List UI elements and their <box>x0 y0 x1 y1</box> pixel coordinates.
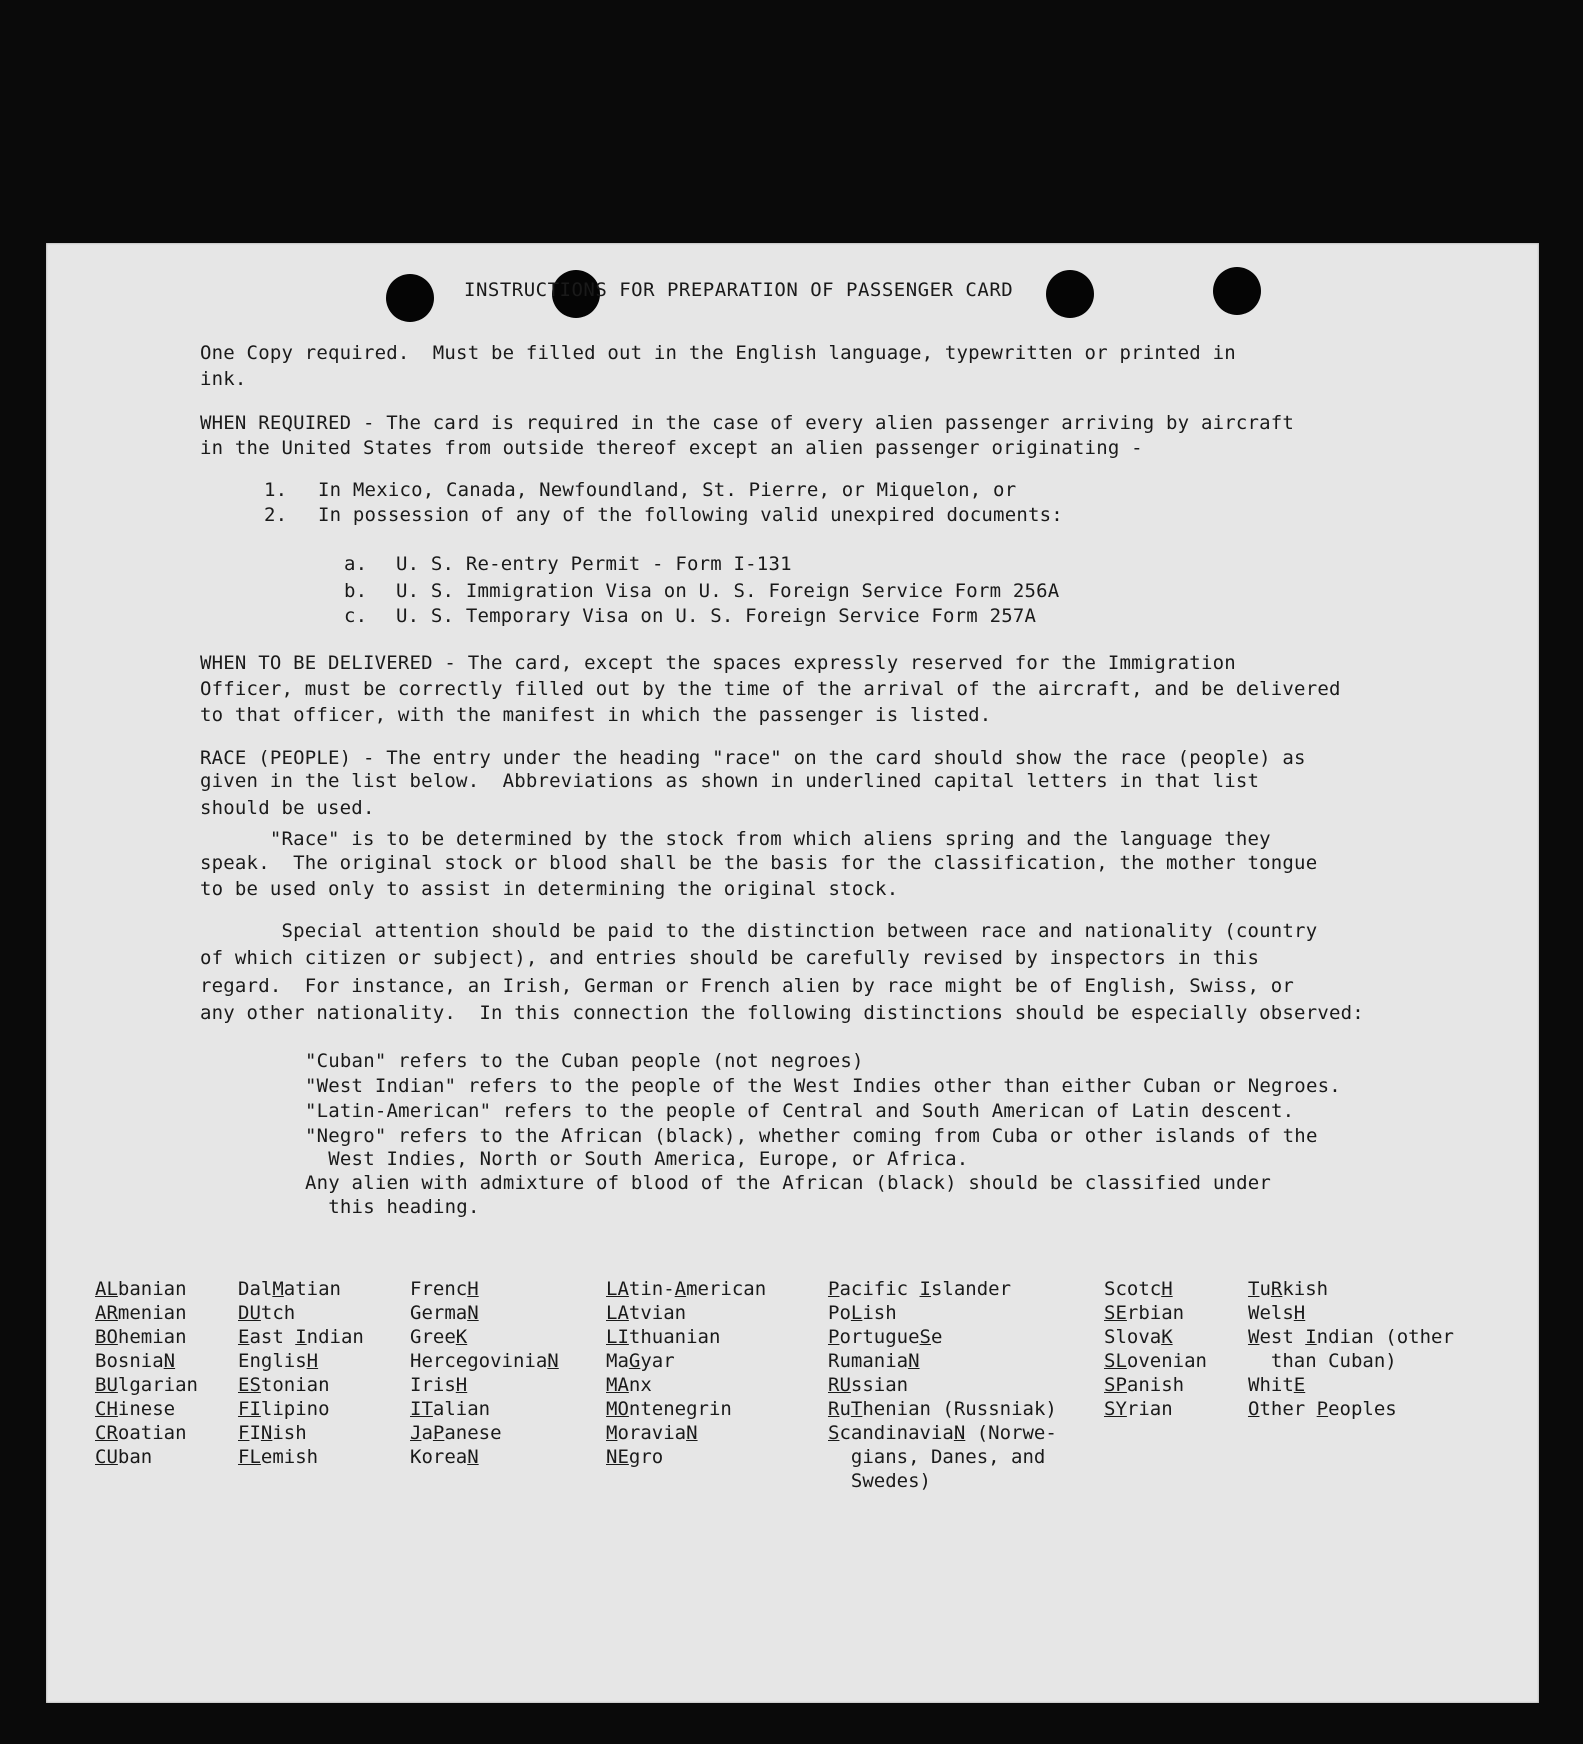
race-entry <box>95 1421 198 1445</box>
race-definition-line: to be used only to assist in determining the original stock. <box>200 878 899 900</box>
abbreviation-letters: S <box>828 1422 840 1444</box>
abbreviation-letters: LA <box>606 1302 629 1324</box>
intro-line: One Copy required. Must be filled out in the English language, typewritten or printed in <box>200 342 1236 364</box>
race-name-text: merican <box>686 1278 767 1300</box>
race-list-column-7 <box>1248 1277 1454 1421</box>
race-name-text: e <box>930 1326 943 1348</box>
race-name-text: candinavia <box>839 1422 954 1444</box>
race-name-text: Englis <box>238 1350 307 1372</box>
race-name-text: atian <box>283 1278 341 1300</box>
abbreviation-letters: FI <box>238 1398 261 1420</box>
distinction-line: "Cuban" refers to the Cuban people (not negroes) <box>305 1050 864 1072</box>
abbreviation-letters: CH <box>95 1398 118 1420</box>
race-entry <box>95 1277 198 1301</box>
race-entry <box>828 1421 1057 1445</box>
abbreviation-letters: CU <box>95 1446 118 1468</box>
abbreviation-letters: I <box>295 1326 307 1348</box>
race-entry <box>828 1325 1057 1349</box>
abbreviation-letters: SL <box>1104 1350 1127 1372</box>
race-name-text: anese <box>444 1422 502 1444</box>
abbreviation-letters: LI <box>606 1326 629 1348</box>
abbreviation-letters: N <box>953 1422 966 1444</box>
race-line: RACE (PEOPLE) - The entry under the heading "race" on the card should show the race (people) as <box>200 747 1306 769</box>
race-entry <box>410 1277 559 1301</box>
race-name-text: lgarian <box>117 1374 198 1396</box>
race-name-text: est <box>1259 1326 1306 1348</box>
race-entry <box>828 1277 1057 1301</box>
race-name-text: ish <box>272 1422 307 1444</box>
race-name-text: u <box>839 1398 851 1420</box>
race-entry <box>238 1277 364 1301</box>
race-entry <box>410 1349 559 1373</box>
race-entry <box>95 1301 198 1325</box>
race-entry <box>410 1301 559 1325</box>
race-name-text: banian <box>117 1278 187 1300</box>
page-title: INSTRUCTIONS FOR PREPARATION OF PASSENGER CARD <box>464 279 1014 301</box>
race-name-text: Swedes) <box>828 1470 931 1492</box>
intro-line: ink. <box>200 368 247 390</box>
race-entry <box>410 1445 559 1469</box>
race-name-text: hemian <box>117 1326 187 1348</box>
race-name-text: acific <box>839 1278 920 1300</box>
race-entry <box>238 1445 364 1469</box>
race-list-column-3 <box>410 1277 559 1469</box>
race-entry <box>238 1397 364 1421</box>
race-name-text: henian (Russniak) <box>862 1398 1057 1420</box>
abbreviation-letters: BO <box>95 1326 118 1348</box>
abbreviation-letters: AL <box>95 1278 118 1300</box>
abbreviation-letters: N <box>163 1350 176 1372</box>
race-name-text: thuanian <box>628 1326 721 1348</box>
special-attention-line: of which citizen or subject), and entries should be carefully revised by inspectors in this <box>200 947 1260 969</box>
abbreviation-letters: H <box>467 1278 479 1300</box>
race-name-text: lipino <box>260 1398 330 1420</box>
race-entry <box>95 1397 198 1421</box>
abbreviation-letters: O <box>1248 1398 1260 1420</box>
when-delivered-line: to that officer, with the manifest in which the passenger is listed. <box>200 704 992 726</box>
abbreviation-letters: E <box>1293 1374 1306 1396</box>
race-name-text: emish <box>260 1446 319 1468</box>
race-name-text: tin- <box>628 1278 675 1300</box>
race-name-text: ortugue <box>839 1326 920 1348</box>
abbreviation-letters: I <box>1305 1326 1317 1348</box>
abbreviation-letters: H <box>306 1350 319 1372</box>
race-entry <box>95 1373 198 1397</box>
exception-number: 2. <box>264 504 288 526</box>
race-name-text: Ma <box>606 1350 629 1372</box>
document-letter: b. <box>344 580 368 602</box>
abbreviation-letters: P <box>828 1278 840 1300</box>
race-name-text: Scotc <box>1104 1278 1162 1300</box>
race-name-text: ntenegrin <box>628 1398 732 1420</box>
race-entry <box>95 1349 198 1373</box>
race-entry <box>238 1301 364 1325</box>
race-list-column-6 <box>1104 1277 1207 1421</box>
race-entry <box>1248 1349 1454 1373</box>
abbreviation-letters: H <box>1161 1278 1173 1300</box>
race-entry <box>410 1325 559 1349</box>
race-name-text: ban <box>117 1446 153 1468</box>
abbreviation-letters: LA <box>606 1278 629 1300</box>
abbreviation-letters: MA <box>606 1374 629 1396</box>
race-definition-line: speak. The original stock or blood shall be the basis for the classification, the mother tongue <box>200 852 1318 874</box>
race-name-text: Slova <box>1104 1326 1162 1348</box>
race-entry <box>606 1397 766 1421</box>
race-entry <box>410 1397 559 1421</box>
race-name-text: slander <box>930 1278 1012 1300</box>
race-entry <box>828 1349 1057 1373</box>
abbreviation-letters: IT <box>410 1398 433 1420</box>
race-entry <box>828 1445 1057 1469</box>
race-entry <box>238 1349 364 1373</box>
exception-number: 1. <box>264 479 288 501</box>
race-entry <box>1248 1325 1454 1349</box>
abbreviation-letters: M <box>272 1278 284 1300</box>
race-entry <box>95 1445 198 1469</box>
race-entry <box>1104 1325 1207 1349</box>
abbreviation-letters: SE <box>1104 1302 1127 1324</box>
race-entry <box>606 1349 766 1373</box>
race-entry <box>1104 1301 1207 1325</box>
race-name-text: ther <box>1259 1398 1317 1420</box>
abbreviation-letters: RU <box>828 1374 851 1396</box>
race-entry <box>410 1421 559 1445</box>
race-name-text: ish <box>862 1302 897 1324</box>
race-entry <box>95 1325 198 1349</box>
document-text: U. S. Temporary Visa on U. S. Foreign Service Form 257A <box>396 605 1037 627</box>
race-name-text: ast <box>249 1326 296 1348</box>
abbreviation-letters: N <box>686 1422 698 1444</box>
abbreviation-letters: I <box>919 1278 931 1300</box>
race-name-text: gians, Danes, and <box>828 1446 1046 1468</box>
distinction-line: "West Indian" refers to the people of the West Indies other than either Cuban or Negroes. <box>305 1075 1341 1097</box>
abbreviation-letters: AR <box>95 1302 118 1324</box>
race-entry <box>828 1301 1057 1325</box>
race-name-text: Frenc <box>410 1278 468 1300</box>
abbreviation-letters: H <box>1293 1302 1306 1324</box>
race-entry <box>606 1277 766 1301</box>
special-attention-line: regard. For instance, an Irish, German or French alien by race might be of English, Swiss, or <box>200 975 1295 997</box>
race-name-text: oravia <box>617 1422 687 1444</box>
race-list-column-1 <box>95 1277 198 1469</box>
document-text: U. S. Re-entry Permit - Form I-131 <box>396 553 792 575</box>
exception-text: In possession of any of the following valid unexpired documents: <box>318 504 1063 526</box>
race-name-text: nx <box>628 1374 652 1396</box>
race-name-text: (Norwe- <box>965 1422 1057 1444</box>
race-name-text: Po <box>828 1302 851 1324</box>
abbreviation-letters: L <box>850 1302 863 1324</box>
abbreviation-letters: CR <box>95 1422 118 1444</box>
race-name-text: Whit <box>1248 1374 1294 1396</box>
race-entry <box>410 1373 559 1397</box>
race-name-text: Dal <box>238 1278 273 1300</box>
race-name-text: Gree <box>410 1326 456 1348</box>
abbreviation-letters: ES <box>238 1374 261 1396</box>
race-name-text: menian <box>117 1302 187 1324</box>
abbreviation-letters: N <box>260 1422 273 1444</box>
race-line: should be used. <box>200 797 375 819</box>
race-name-text: u <box>1259 1278 1271 1300</box>
race-entry <box>1248 1277 1454 1301</box>
when-required-line: in the United States from outside thereof except an alien passenger originating - <box>200 437 1143 459</box>
race-list-column-2 <box>238 1277 364 1469</box>
when-delivered-line: Officer, must be correctly filled out by the time of the arrival of the aircraft, and be delivered <box>200 678 1341 700</box>
race-entry <box>606 1373 766 1397</box>
abbreviation-letters: NE <box>606 1446 629 1468</box>
when-required-line: WHEN REQUIRED - The card is required in the case of every alien passenger arriving by aircraft <box>200 412 1295 434</box>
race-name-text: Hercegovinia <box>410 1350 548 1372</box>
race-name-text: Iris <box>410 1374 456 1396</box>
document-sheet <box>46 243 1539 1703</box>
race-entry <box>238 1373 364 1397</box>
race-name-text: oatian <box>117 1422 187 1444</box>
abbreviation-letters: SP <box>1104 1374 1127 1396</box>
race-name-text: tonian <box>260 1374 330 1396</box>
race-name-text: ndian (other <box>1316 1326 1454 1348</box>
race-name-text: Wels <box>1248 1302 1294 1324</box>
race-entry <box>606 1325 766 1349</box>
race-name-text: kish <box>1282 1278 1329 1300</box>
punch-hole-center-right <box>1046 270 1094 318</box>
race-name-text: ndian <box>306 1326 364 1348</box>
race-name-text: ovenian <box>1126 1350 1207 1372</box>
race-entry <box>828 1373 1057 1397</box>
distinction-line: Any alien with admixture of blood of the African (black) should be classified under <box>305 1172 1272 1194</box>
race-entry <box>1248 1373 1454 1397</box>
abbreviation-letters: J <box>410 1422 422 1444</box>
race-entry <box>1248 1397 1454 1421</box>
race-name-text: yar <box>640 1350 675 1372</box>
race-name-text: Germa <box>410 1302 468 1324</box>
race-name-text: anish <box>1126 1374 1185 1396</box>
when-delivered-line: WHEN TO BE DELIVERED - The card, except the spaces expressly reserved for the Immigration <box>200 652 1236 674</box>
punch-hole-right <box>1213 267 1261 315</box>
document-text: U. S. Immigration Visa on U. S. Foreign Service Form 256A <box>396 580 1060 602</box>
special-attention-line: any other nationality. In this connection the following distinctions should be especially observed: <box>200 1002 1364 1024</box>
abbreviation-letters: SY <box>1104 1398 1127 1420</box>
abbreviation-letters: FL <box>238 1446 261 1468</box>
abbreviation-letters: A <box>674 1278 687 1300</box>
race-name-text: eoples <box>1328 1398 1397 1420</box>
race-entry <box>238 1325 364 1349</box>
document-letter: c. <box>344 605 368 627</box>
distinction-line: "Latin-American" refers to the people of Central and South American of Latin descent. <box>305 1100 1295 1122</box>
abbreviation-letters: E <box>238 1326 250 1348</box>
abbreviation-letters: P <box>1316 1398 1329 1420</box>
race-name-text: a <box>421 1422 433 1444</box>
race-entry <box>606 1421 766 1445</box>
document-letter: a. <box>344 553 368 575</box>
race-name-text: than Cuban) <box>1248 1350 1397 1372</box>
abbreviation-letters: P <box>432 1422 445 1444</box>
race-name-text: Korea <box>410 1446 468 1468</box>
race-name-text: gro <box>628 1446 664 1468</box>
race-name-text: ssian <box>850 1374 909 1396</box>
abbreviation-letters: N <box>467 1302 479 1324</box>
punch-hole-left <box>386 274 434 322</box>
race-entry <box>1104 1373 1207 1397</box>
abbreviation-letters: M <box>606 1422 618 1444</box>
race-name-text: inese <box>117 1398 176 1420</box>
distinction-line: this heading. <box>305 1196 480 1218</box>
abbreviation-letters: N <box>547 1350 559 1372</box>
abbreviation-letters: N <box>467 1446 479 1468</box>
race-name-text: tvian <box>628 1302 687 1324</box>
distinction-line: West Indies, North or South America, Europe, or Africa. <box>305 1148 969 1170</box>
abbreviation-letters: R <box>1270 1278 1283 1300</box>
abbreviation-letters: S <box>919 1326 931 1348</box>
race-entry <box>1104 1349 1207 1373</box>
race-line: given in the list below. Abbreviations as shown in underlined capital letters in that list <box>200 770 1260 792</box>
race-name-text: rbian <box>1126 1302 1185 1324</box>
abbreviation-letters: F <box>238 1422 250 1444</box>
race-list-column-5 <box>828 1277 1057 1493</box>
race-list-column-4 <box>606 1277 766 1469</box>
race-entry <box>828 1397 1057 1421</box>
abbreviation-letters: H <box>455 1374 468 1396</box>
distinction-line: "Negro" refers to the African (black), whether coming from Cuba or other islands of the <box>305 1125 1318 1147</box>
abbreviation-letters: T <box>1248 1278 1260 1300</box>
race-entry <box>606 1445 766 1469</box>
abbreviation-letters: G <box>628 1350 641 1372</box>
race-entry <box>606 1301 766 1325</box>
abbreviation-letters: T <box>850 1398 863 1420</box>
race-entry <box>828 1469 1057 1493</box>
race-entry <box>1104 1397 1207 1421</box>
race-entry <box>238 1421 364 1445</box>
abbreviation-letters: DU <box>238 1302 261 1324</box>
race-name-text: I <box>249 1422 261 1444</box>
race-name-text: rian <box>1126 1398 1173 1420</box>
race-definition-line: "Race" is to be determined by the stock from which aliens spring and the language they <box>200 828 1271 850</box>
race-entry <box>1104 1277 1207 1301</box>
race-name-text: alian <box>432 1398 491 1420</box>
race-name-text: Rumania <box>828 1350 909 1372</box>
abbreviation-letters: K <box>1161 1326 1173 1348</box>
abbreviation-letters: W <box>1248 1326 1260 1348</box>
abbreviation-letters: K <box>455 1326 468 1348</box>
abbreviation-letters: MO <box>606 1398 629 1420</box>
race-entry <box>1248 1301 1454 1325</box>
race-name-text: tch <box>260 1302 296 1324</box>
race-name-text: Bosnia <box>95 1350 164 1372</box>
exception-text: In Mexico, Canada, Newfoundland, St. Pierre, or Miquelon, or <box>318 479 1017 501</box>
abbreviation-letters: BU <box>95 1374 118 1396</box>
abbreviation-letters: N <box>908 1350 920 1372</box>
abbreviation-letters: R <box>828 1398 840 1420</box>
abbreviation-letters: P <box>828 1326 840 1348</box>
special-attention-line: Special attention should be paid to the distinction between race and nationality (country <box>200 920 1318 942</box>
